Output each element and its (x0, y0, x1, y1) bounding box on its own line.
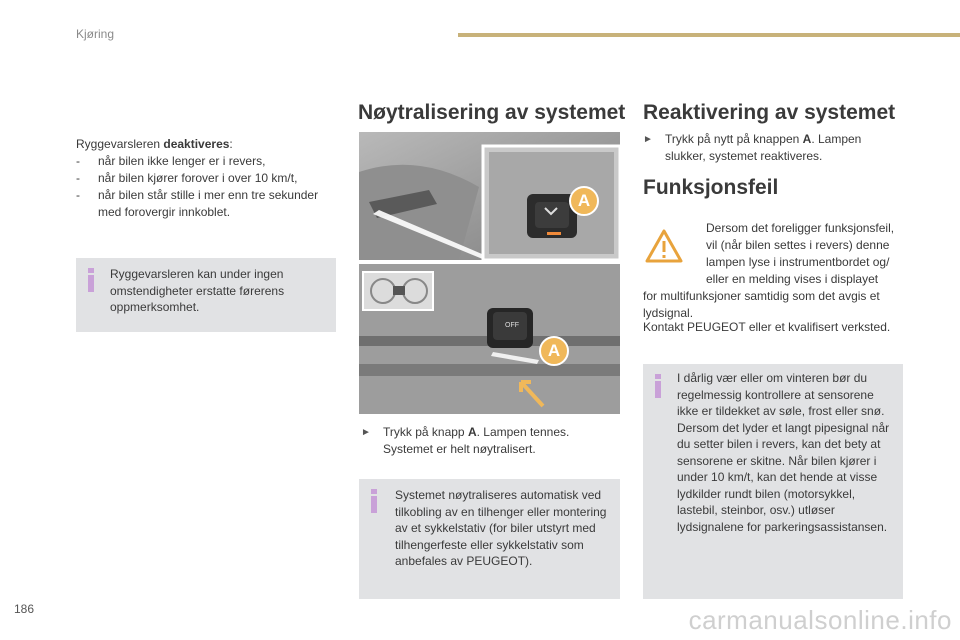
photo-button-closeup (359, 264, 620, 414)
switch-off-label: OFF (505, 322, 519, 329)
neutralize-step: ► Trykk på knapp A. Lampen tennes. Systemet er helt nøytralisert. (361, 425, 570, 456)
info-text: Ryggevarsleren kan under ingen omstendigheter erstatte førerens oppmerksomhet. (110, 267, 285, 314)
info-text: I dårlig vær eller om vinteren bør du regelmessig kontrollere at sensorene ikke er tildekket av søle, frost eller snø. Dersom det lyder et langt pipesignal når du setter bilen i revers, kan det bety at sensorene er skitne. Når bilen kjører i under 10 km/t, kan det hende at visse lydkilder rundt bilen (motorsykkel, lastebil, steinbor, osv.) utløser lydsignalene for parkeringsassistansen. (677, 371, 890, 534)
arrow-bullet-icon: ► (361, 427, 371, 438)
intro-list (76, 153, 342, 221)
button-a-callout-bottom: A (539, 336, 569, 366)
info-icon (653, 374, 663, 398)
info-text: Systemet nøytraliseres automatisk ved tilkobling av en tilhenger eller montering av et sykkelstativ (for biler utstyrt med tilhengerfeste eller sykkelstativ som anbefales av PEUGEOT). (395, 488, 607, 568)
intro-lead: Ryggevarsleren deaktiveres: (76, 137, 233, 151)
page-number: 186 (14, 602, 35, 616)
info-icon (86, 268, 96, 292)
fault-text-full: for multifunksjoner samtidig som det avgis et lydsignal. (643, 289, 880, 320)
intro-text (76, 136, 342, 221)
section-label: Kjøring (76, 27, 115, 41)
info-box-fault (643, 364, 903, 599)
warning-triangle-icon (644, 228, 684, 264)
list-item: - når bilen kjører forover i over 10 km/t, (76, 170, 342, 187)
reactivate-heading: Reaktivering av systemet (643, 101, 896, 124)
watermark: carmanualsonline.info (688, 605, 952, 635)
list-item: - når bilen står stille i mer enn tre sekunder med forovergir innkoblet. (76, 187, 342, 221)
button-closeup-illustration (359, 264, 620, 414)
arrow-bullet-icon: ► (643, 134, 653, 145)
photo-console-overview (359, 132, 620, 260)
button-a-callout-top: A (569, 186, 599, 216)
intro-lead-bold: deaktiveres (163, 137, 230, 151)
fault-contact: Kontakt PEUGEOT eller et kvalifisert verksted. (643, 320, 891, 334)
neutralize-heading: Nøytralisering av systemet (358, 101, 626, 124)
info-icon (369, 489, 379, 513)
fault-text-indented: Dersom det foreligger funksjonsfeil, vil (når bilen settes i revers) denne lampen lyse i instrumentbordet og/ eller en melding vises i displayet (706, 221, 895, 286)
header-bar (458, 33, 960, 37)
fault-heading: Funksjonsfeil (643, 176, 779, 199)
info-box-neutralize (359, 479, 620, 599)
reactivate-step: ► Trykk på nytt på knappen A. Lampen slukker, systemet reaktiveres. (643, 132, 862, 163)
list-item: - når bilen ikke lenger er i revers, (76, 153, 342, 170)
info-box-left (76, 258, 336, 332)
